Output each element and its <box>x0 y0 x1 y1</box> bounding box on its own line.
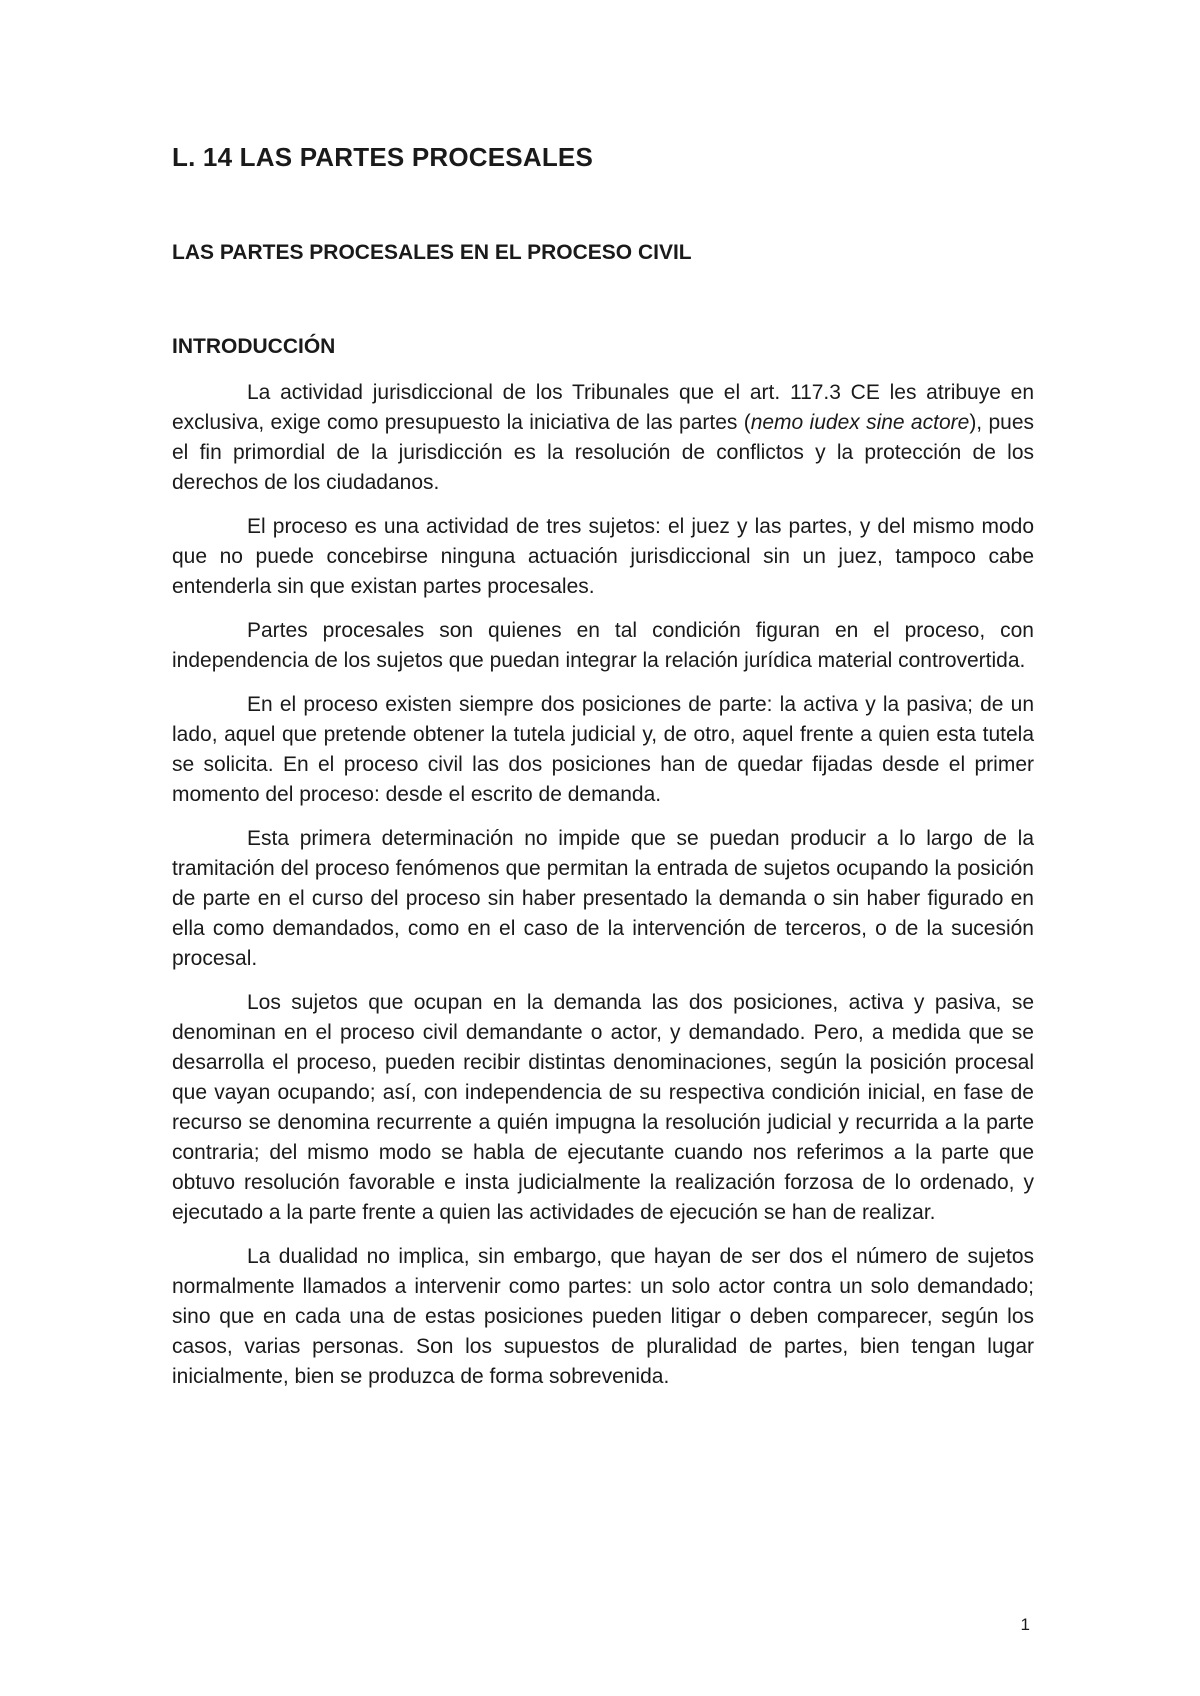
paragraph-1-text-post: ), pues el fin primordial de la jurisdicción es la resolución de conflictos y la protección de los derechos de los ciudadanos. <box>172 411 1035 494</box>
section-heading-introduccion: INTRODUCCIÓN <box>172 335 336 358</box>
paragraph-1 <box>172 378 1034 498</box>
page-number: 1 <box>1020 1615 1030 1634</box>
paragraph-3: Partes procesales son quienes en tal condición figuran en el proceso, con independencia de los sujetos que puedan integrar la relación jurídica material controvertida. <box>172 619 1034 672</box>
paragraph-5: Esta primera determinación no impide que se puedan producir a lo largo de la tramitación del proceso fenómenos que permitan la entrada de sujetos ocupando la posición de parte en el curso del proceso sin haber presentado la demanda o sin haber figurado en ella como demandados, como en el caso de la intervención de terceros, o de la sucesión procesal. <box>172 827 1034 970</box>
paragraph-2: El proceso es una actividad de tres sujetos: el juez y las partes, y del mismo modo que no puede concebirse ninguna actuación jurisdiccional sin un juez, tampoco cabe entenderla sin que existan partes procesales. <box>172 515 1034 598</box>
paragraph-6: Los sujetos que ocupan en la demanda las dos posiciones, activa y pasiva, se denominan en el proceso civil demandante o actor, y demandado. Pero, a medida que se desarrolla el proceso, pueden recibir distintas denominaciones, según la posición procesal que vayan ocupando; así, con independencia de su respectiva condición inicial, en fase de recurso se denomina recurrente a quién impugna la resolución judicial y recurrida a la parte contraria; del mismo modo se habla de ejecutante cuando nos referimos a la parte que obtuvo resolución favorable e insta judicialmente la realización forzosa de lo ordenado, y ejecutado a la parte frente a quien las actividades de ejecución se han de realizar. <box>172 991 1034 1224</box>
body-text <box>172 378 1034 1406</box>
paragraph-1-text-pre: La actividad jurisdiccional de los Tribunales que el art. 117.3 CE les atribuye en exclusiva, exige como presupuesto la iniciativa de las partes ( <box>172 381 1034 434</box>
latin-phrase: nemo iudex sine actore <box>750 411 970 434</box>
paragraph-4: En el proceso existen siempre dos posiciones de parte: la activa y la pasiva; de un lado, aquel que pretende obtener la tutela judicial y, de otro, aquel frente a quien esta tutela se solicita. En el proceso civil las dos posiciones han de quedar fijadas desde el primer momento del proceso: desde el escrito de demanda. <box>172 693 1034 806</box>
document-subtitle: LAS PARTES PROCESALES EN EL PROCESO CIVIL <box>172 241 692 264</box>
paragraph-7: La dualidad no implica, sin embargo, que hayan de ser dos el número de sujetos normalmente llamados a intervenir como partes: un solo actor contra un solo demandado; sino que en cada una de estas posiciones pueden litigar o deben comparecer, según los casos, varias personas. Son los supuestos de pluralidad de partes, bien tengan lugar inicialmente, bien se produzca de forma sobrevenida. <box>172 1245 1034 1388</box>
document-title: L. 14 LAS PARTES PROCESALES <box>172 142 593 172</box>
